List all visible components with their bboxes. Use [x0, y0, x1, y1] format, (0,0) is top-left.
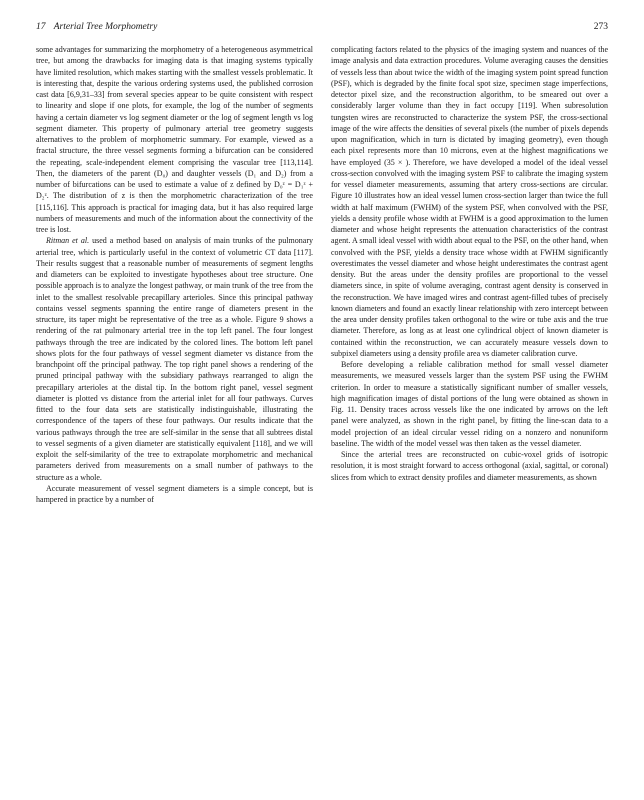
paragraph: Before developing a reliable calibration method for small vessel diameter measurements, we measured vessels larger than the system PSF using the FWHM criterion. In order to measure a statistically significant number of smaller vessels, high magnification images of distal portions of the lung were obtained as shown in Fig. 11. Density traces across vessels like the one indicated by arrows on the left panel were analyzed, as shown in the right panel, by fitting the line-scan data to a model projection of an ideal circular vessel riding on a nonzero and nonuniform baseline. The width of the model vessel was then taken as the vessel diameter. [331, 360, 608, 448]
chapter-title: Arterial Tree Morphometry [53, 22, 158, 32]
paragraph: Since the arterial trees are reconstructed on cubic-voxel grids of isotropic resolution, it is most straight forward to access orthogonal (axial, sagittal, or coronal) slices from which to extract density profiles and diameter measurements, as shown [331, 450, 608, 482]
right-column [331, 44, 608, 505]
chapter-number: 17 [36, 22, 46, 32]
paragraph: some advantages for summarizing the morphometry of a heterogeneous asymmetrical tree, but among the drawbacks for imaging data is that imaging systems typically have limited resolution, which makes starting with the smallest vessels problematic. It is interesting that, despite the various ordering systems used, the published corrosion cast data [6,9,31–33] from several species appear to be quite consistent with respect to linearity and slope if one plots, for example, the log of the number of segments having a certain diameter vs log segment diameter or the log of segment length vs log segment diameter. This property of pulmonary arterial tree geometry suggests alternatives to the problem of morphometric summary. For example, viewed as a fractal structure, the three vessel segments forming a bifurcation can be considered the repeating, scale-independent element comprising the vascular tree [113,114]. Then, the diameters of the parent (D₀) and daughter vessels (D₁ and D₂) from a number of bifurcations can be used to estimate a value of z defined by D₀ᶻ = D₁ᶻ + D₂ᶻ. The distribution of z is then the morphometric characterization of the tree [115,116]. This approach is practical for imaging data, but it has also required large numbers of measurements and much of the information about the connectivity of the tree is lost. [36, 45, 313, 234]
paragraph: complicating factors related to the physics of the imaging system and nuances of the image analysis and data extraction procedures. Volume averaging causes the densities of vessels less than about twice the width of the imaging system point spread function (PSF), which is degraded by the finite focal spot size, specimen stage imperfections, detector pixel size, and the reconstruction algorithm, to be smeared out over a considerably larger volume than they in fact occupy [119]. When subresolution tungsten wires are reconstructed to characterize the system PSF, the cross-sectional image of the wire affects the densities of several pixels (the number of pixels depends upon magnification, which in turn is dictated by imaging geometry), even though each pixel represents more than 10 microns, even at the highest magnifications we have employed (35 × ). Therefore, we have developed a model of the ideal vessel cross-section convolved with the imaging system PSF to calibrate the imaging system for vessel diameter measurements, assuming that artery cross-sections are circular. Figure 10 illustrates how an ideal vessel lumen cross-section larger than twice the full width at half maximum (FWHM) of the system PSF, when convolved with the PSF, yields a density profile whose width at FWHM is a good approximation to the lumen diameter and whose height represents the attenuation characteristics of the contrast agent. A small ideal vessel with width about equal to the PSF, on the other hand, when convolved with the PSF, yields a density trace whose width at FWHM significantly overestimates the vessel diameter and whose height underestimates the contrast agent density. But the areas under the density profiles are proportional to the vessel diameters since, in spite of volume averaging, contrast agent density is conserved in the reconstruction. We have imaged wires and contrast agent-filled tubes of precisely known diameters and found an exactly linear relationship with zero intercept between the area under density profiles taken orthogonal to the wire or tube axis and the true diameter. Therefore, as long as at least one cylindrical object of known diameter is contained within the reconstruction, we can accurately measure vessels down to subpixel diameters using a density profile area vs diameter calibration curve. [331, 45, 608, 358]
paragraph-text: used a method based on analysis of main trunks of the pulmonary arterial tree, which is particularly useful in the context of volumetric CT data [117]. Their results suggest that a reasonable number of measurements of segment lengths and diameters can be exploited to investigate hypotheses about tree structure. One possible approach is to analyze the longest pathway, or main trunk of the tree from the inlet to the smallest resolvable precapillary arterioles. Since this principal pathway contains vessel segments spanning the entire range of diameters present in the structure, its taper might be representative of the tree as a whole. Figure 9 shows a rendering of the rat pulmonary arterial tree in the top left panel. The four longest pathways through the tree are indicated by the colored lines. The bottom left panel shows plots for the four pathways of vessel segment diameter vs distance from the branchpoint off the principal pathway. The top right panel shows a rendering of the pruned principal pathway with the subsidiary pathways rearranged to align the precapillary arterioles at the distal tip. In the bottom right panel, vessel segment diameter is plotted vs distance from the arterial inlet for all four pathways. Curves fitted to the four data sets are statistically indistinguishable, illustrating the correspondence of the tapers of these four pathways. Our results indicate that the various pathways through the tree are self-similar in the sense that all subtrees distal to vessel segments of a given diameter are statistically equivalent [118], and we will exploit the self-similarity of the tree to extrapolate morphometric and mechanical parameters derived from measurements on a small number of pathways to the structure as a whole. [36, 236, 313, 482]
paragraph [36, 235, 313, 483]
author-name: Ritman et al. [46, 236, 90, 246]
running-head [36, 22, 157, 32]
paragraph: Accurate measurement of vessel segment diameters is a simple concept, but is hampered in practice by a number of [36, 483, 313, 504]
body-columns [36, 44, 608, 505]
left-column [36, 44, 313, 505]
page [36, 22, 608, 782]
page-header [36, 22, 608, 44]
page-number: 273 [593, 22, 608, 32]
